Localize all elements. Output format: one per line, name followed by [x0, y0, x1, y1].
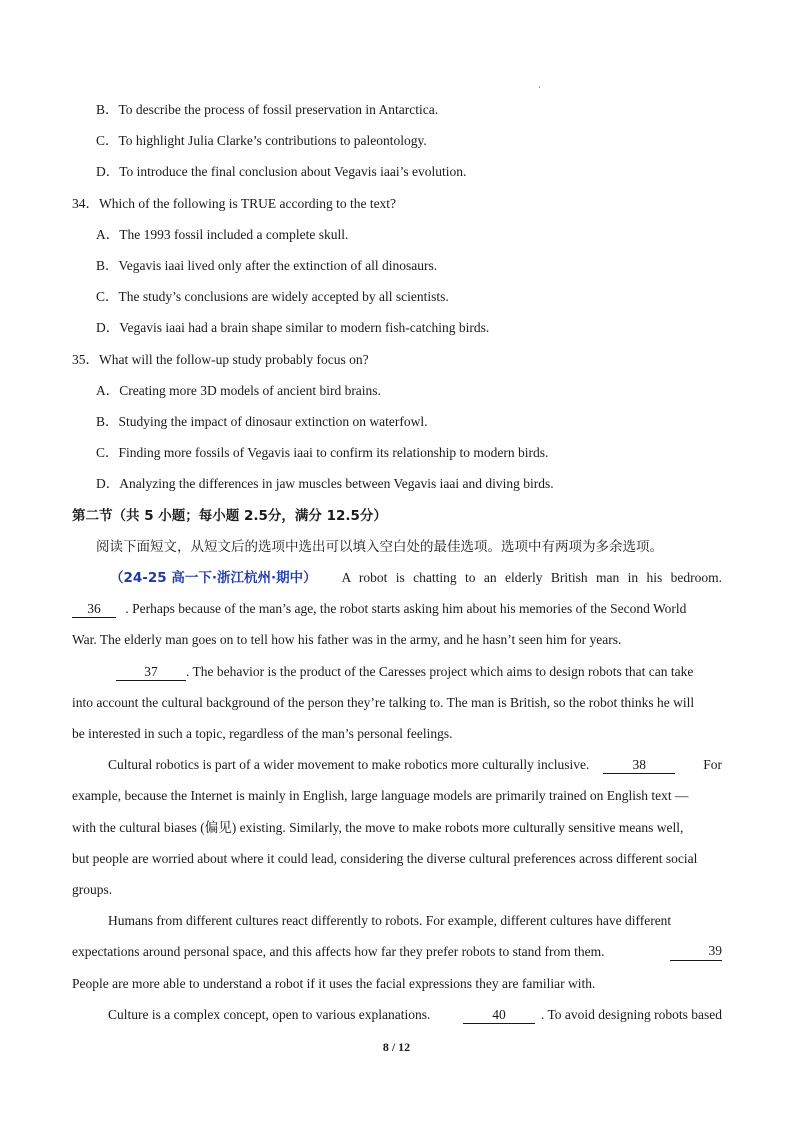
- blank-40[interactable]: 40: [463, 1007, 535, 1024]
- passage-p4-line3: People are more able to understand a robot if it uses the facial expressions they are familiar with.: [72, 976, 596, 991]
- passage-p3-line5: groups.: [72, 882, 113, 897]
- q35-option-c: C．Finding more fossils of Vegavis iaai to confirm its relationship to modern birds.: [96, 445, 549, 460]
- section-title: 第二节（共 5 小题；每小题 2.5分，满分 12.5分）: [72, 508, 387, 524]
- passage-p4-line1: Humans from different cultures react differently to robots. For example, different cultures have different: [108, 913, 672, 928]
- passage-p3-line2: example, because the Internet is mainly in English, large language models are primarily trained on English text —: [72, 788, 689, 803]
- scan-mark: [539, 86, 540, 88]
- passage-p2-line2: into account the cultural background of the person they’re talking to. The man is British, so the robot thinks he will: [72, 695, 695, 710]
- passage-p3-line4: but people are worried about where it could lead, considering the diverse cultural preferences across different social: [72, 851, 698, 866]
- passage-p4-line2: expectations around personal space, and this affects how far they prefer robots to stand from them. 39: [72, 943, 722, 959]
- passage-p1-line3: War. The elderly man goes on to tell how his father was in the army, and he hasn’t seen him for years.: [72, 632, 622, 647]
- page-number: 8 / 12: [382, 1040, 411, 1054]
- passage-p5-line1: Culture is a complex concept, open to various explanations. 40 . To avoid designing robots based: [108, 1007, 722, 1022]
- passage-p2-line3: be interested in such a topic, regardless of the man’s personal feelings.: [72, 726, 453, 741]
- blank-38[interactable]: 38: [603, 757, 675, 774]
- passage-p1-text: A robot is chatting to an elderly British man in his bedroom.: [341, 570, 722, 585]
- blank-37[interactable]: 37: [116, 664, 186, 681]
- q34-option-b: B．Vegavis iaai lived only after the extinction of all dinosaurs.: [96, 258, 438, 273]
- q34-stem: 34．Which of the following is TRUE according to the text?: [72, 196, 397, 211]
- passage-p1-line2: 36 . Perhaps because of the man’s age, the robot starts asking him about his memories of the Second World: [72, 600, 686, 618]
- passage-p3-line1: Cultural robotics is part of a wider movement to make robotics more culturally inclusive. 38 For: [108, 757, 722, 772]
- q33-option-d: D．To introduce the final conclusion about Vegavis iaai’s evolution.: [96, 164, 467, 179]
- q35-option-b: B．Studying the impact of dinosaur extinction on waterfowl.: [96, 414, 428, 429]
- q35-stem: 35．What will the follow-up study probably focus on?: [72, 352, 369, 367]
- q35-option-d: D．Analyzing the differences in jaw muscles between Vegavis iaai and diving birds.: [96, 476, 554, 491]
- passage-source: （24-25 高一下·浙江杭州·期中）: [110, 570, 317, 586]
- q34-option-a: A．The 1993 fossil included a complete skull.: [96, 227, 349, 242]
- q34-option-c: C．The study’s conclusions are widely accepted by all scientists.: [96, 289, 449, 304]
- q35-option-a: A．Creating more 3D models of ancient bird brains.: [96, 383, 381, 398]
- section-instruction: 阅读下面短文，从短文后的选项中选出可以填入空白处的最佳选项。选项中有两项为多余选项。: [96, 539, 663, 555]
- passage-p3-line3: with the cultural biases (偏见) existing. Similarly, the move to make robots more culturally sensitive means well,: [72, 820, 684, 835]
- q33-option-c: C．To highlight Julia Clarke’s contributions to paleontology.: [96, 133, 427, 148]
- blank-39[interactable]: 39: [670, 943, 722, 961]
- passage-p1-line1: [110, 569, 722, 587]
- passage-p2-line1: 37 . The behavior is the product of the Caresses project which aims to design robots that can take: [116, 663, 693, 681]
- q33-option-b: B．To describe the process of fossil preservation in Antarctica.: [96, 102, 439, 117]
- q34-option-d: D．Vegavis iaai had a brain shape similar to modern fish-catching birds.: [96, 320, 490, 335]
- blank-36[interactable]: 36: [72, 601, 116, 618]
